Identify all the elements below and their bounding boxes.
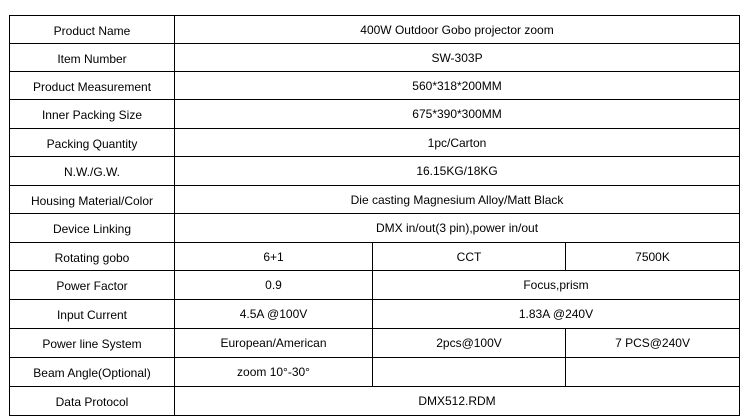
row-label-packing-quantity: Packing Quantity xyxy=(10,129,175,157)
row-label-product-measurement: Product Measurement xyxy=(10,72,175,100)
row-label-beam-angle: Beam Angle(Optional) xyxy=(10,358,175,387)
table-row xyxy=(10,129,740,157)
table-row xyxy=(10,271,740,300)
table-row xyxy=(10,300,740,329)
row-label-inner-packing-size: Inner Packing Size xyxy=(10,100,175,129)
row-label-device-linking: Device Linking xyxy=(10,214,175,243)
row-value-product-name: 400W Outdoor Gobo projector zoom xyxy=(175,16,740,44)
row-value-beam-angle-empty-2 xyxy=(566,358,740,387)
row-value-weight: 16.15KG/18KG xyxy=(175,157,740,186)
table-row xyxy=(10,157,740,186)
table-row xyxy=(10,214,740,243)
row-value-item-number: SW-303P xyxy=(175,44,740,72)
row-value-packing-quantity: 1pc/Carton xyxy=(175,129,740,157)
row-label-weight: N.W./G.W. xyxy=(10,157,175,186)
row-value-power-line-240v: 7 PCS@240V xyxy=(566,329,740,358)
row-label-rotating-gobo: Rotating gobo xyxy=(10,243,175,271)
row-label-power-line-system: Power line System xyxy=(10,329,175,358)
row-value-power-line-100v: 2pcs@100V xyxy=(373,329,566,358)
row-value-cct-label: CCT xyxy=(373,243,566,271)
row-value-cct: 7500K xyxy=(566,243,740,271)
row-value-rotating-gobo: 6+1 xyxy=(175,243,373,271)
row-value-data-protocol: DMX512.RDM xyxy=(175,387,740,416)
row-label-housing-material: Housing Material/Color xyxy=(10,186,175,214)
row-label-input-current: Input Current xyxy=(10,300,175,329)
table-row xyxy=(10,358,740,387)
table-row xyxy=(10,100,740,129)
table-row xyxy=(10,16,740,44)
row-value-power-factor: 0.9 xyxy=(175,271,373,300)
table-row xyxy=(10,44,740,72)
row-value-beam-angle: zoom 10°-30° xyxy=(175,358,373,387)
row-label-data-protocol: Data Protocol xyxy=(10,387,175,416)
row-label-product-name: Product Name xyxy=(10,16,175,44)
row-value-input-current-100v: 4.5A @100V xyxy=(175,300,373,329)
table-row xyxy=(10,72,740,100)
row-value-beam-angle-empty-1 xyxy=(373,358,566,387)
row-value-power-line-type: European/American xyxy=(175,329,373,358)
row-value-inner-packing-size: 675*390*300MM xyxy=(175,100,740,129)
row-value-device-linking: DMX in/out(3 pin),power in/out xyxy=(175,214,740,243)
row-value-housing-material: Die casting Magnesium Alloy/Matt Black xyxy=(175,186,740,214)
row-label-power-factor: Power Factor xyxy=(10,271,175,300)
row-label-item-number: Item Number xyxy=(10,44,175,72)
row-value-focus-prism: Focus,prism xyxy=(373,271,740,300)
row-value-input-current-240v: 1.83A @240V xyxy=(373,300,740,329)
table-row xyxy=(10,387,740,416)
table-row xyxy=(10,243,740,271)
spec-table xyxy=(9,15,740,416)
row-value-product-measurement: 560*318*200MM xyxy=(175,72,740,100)
table-row xyxy=(10,186,740,214)
table-row xyxy=(10,329,740,358)
